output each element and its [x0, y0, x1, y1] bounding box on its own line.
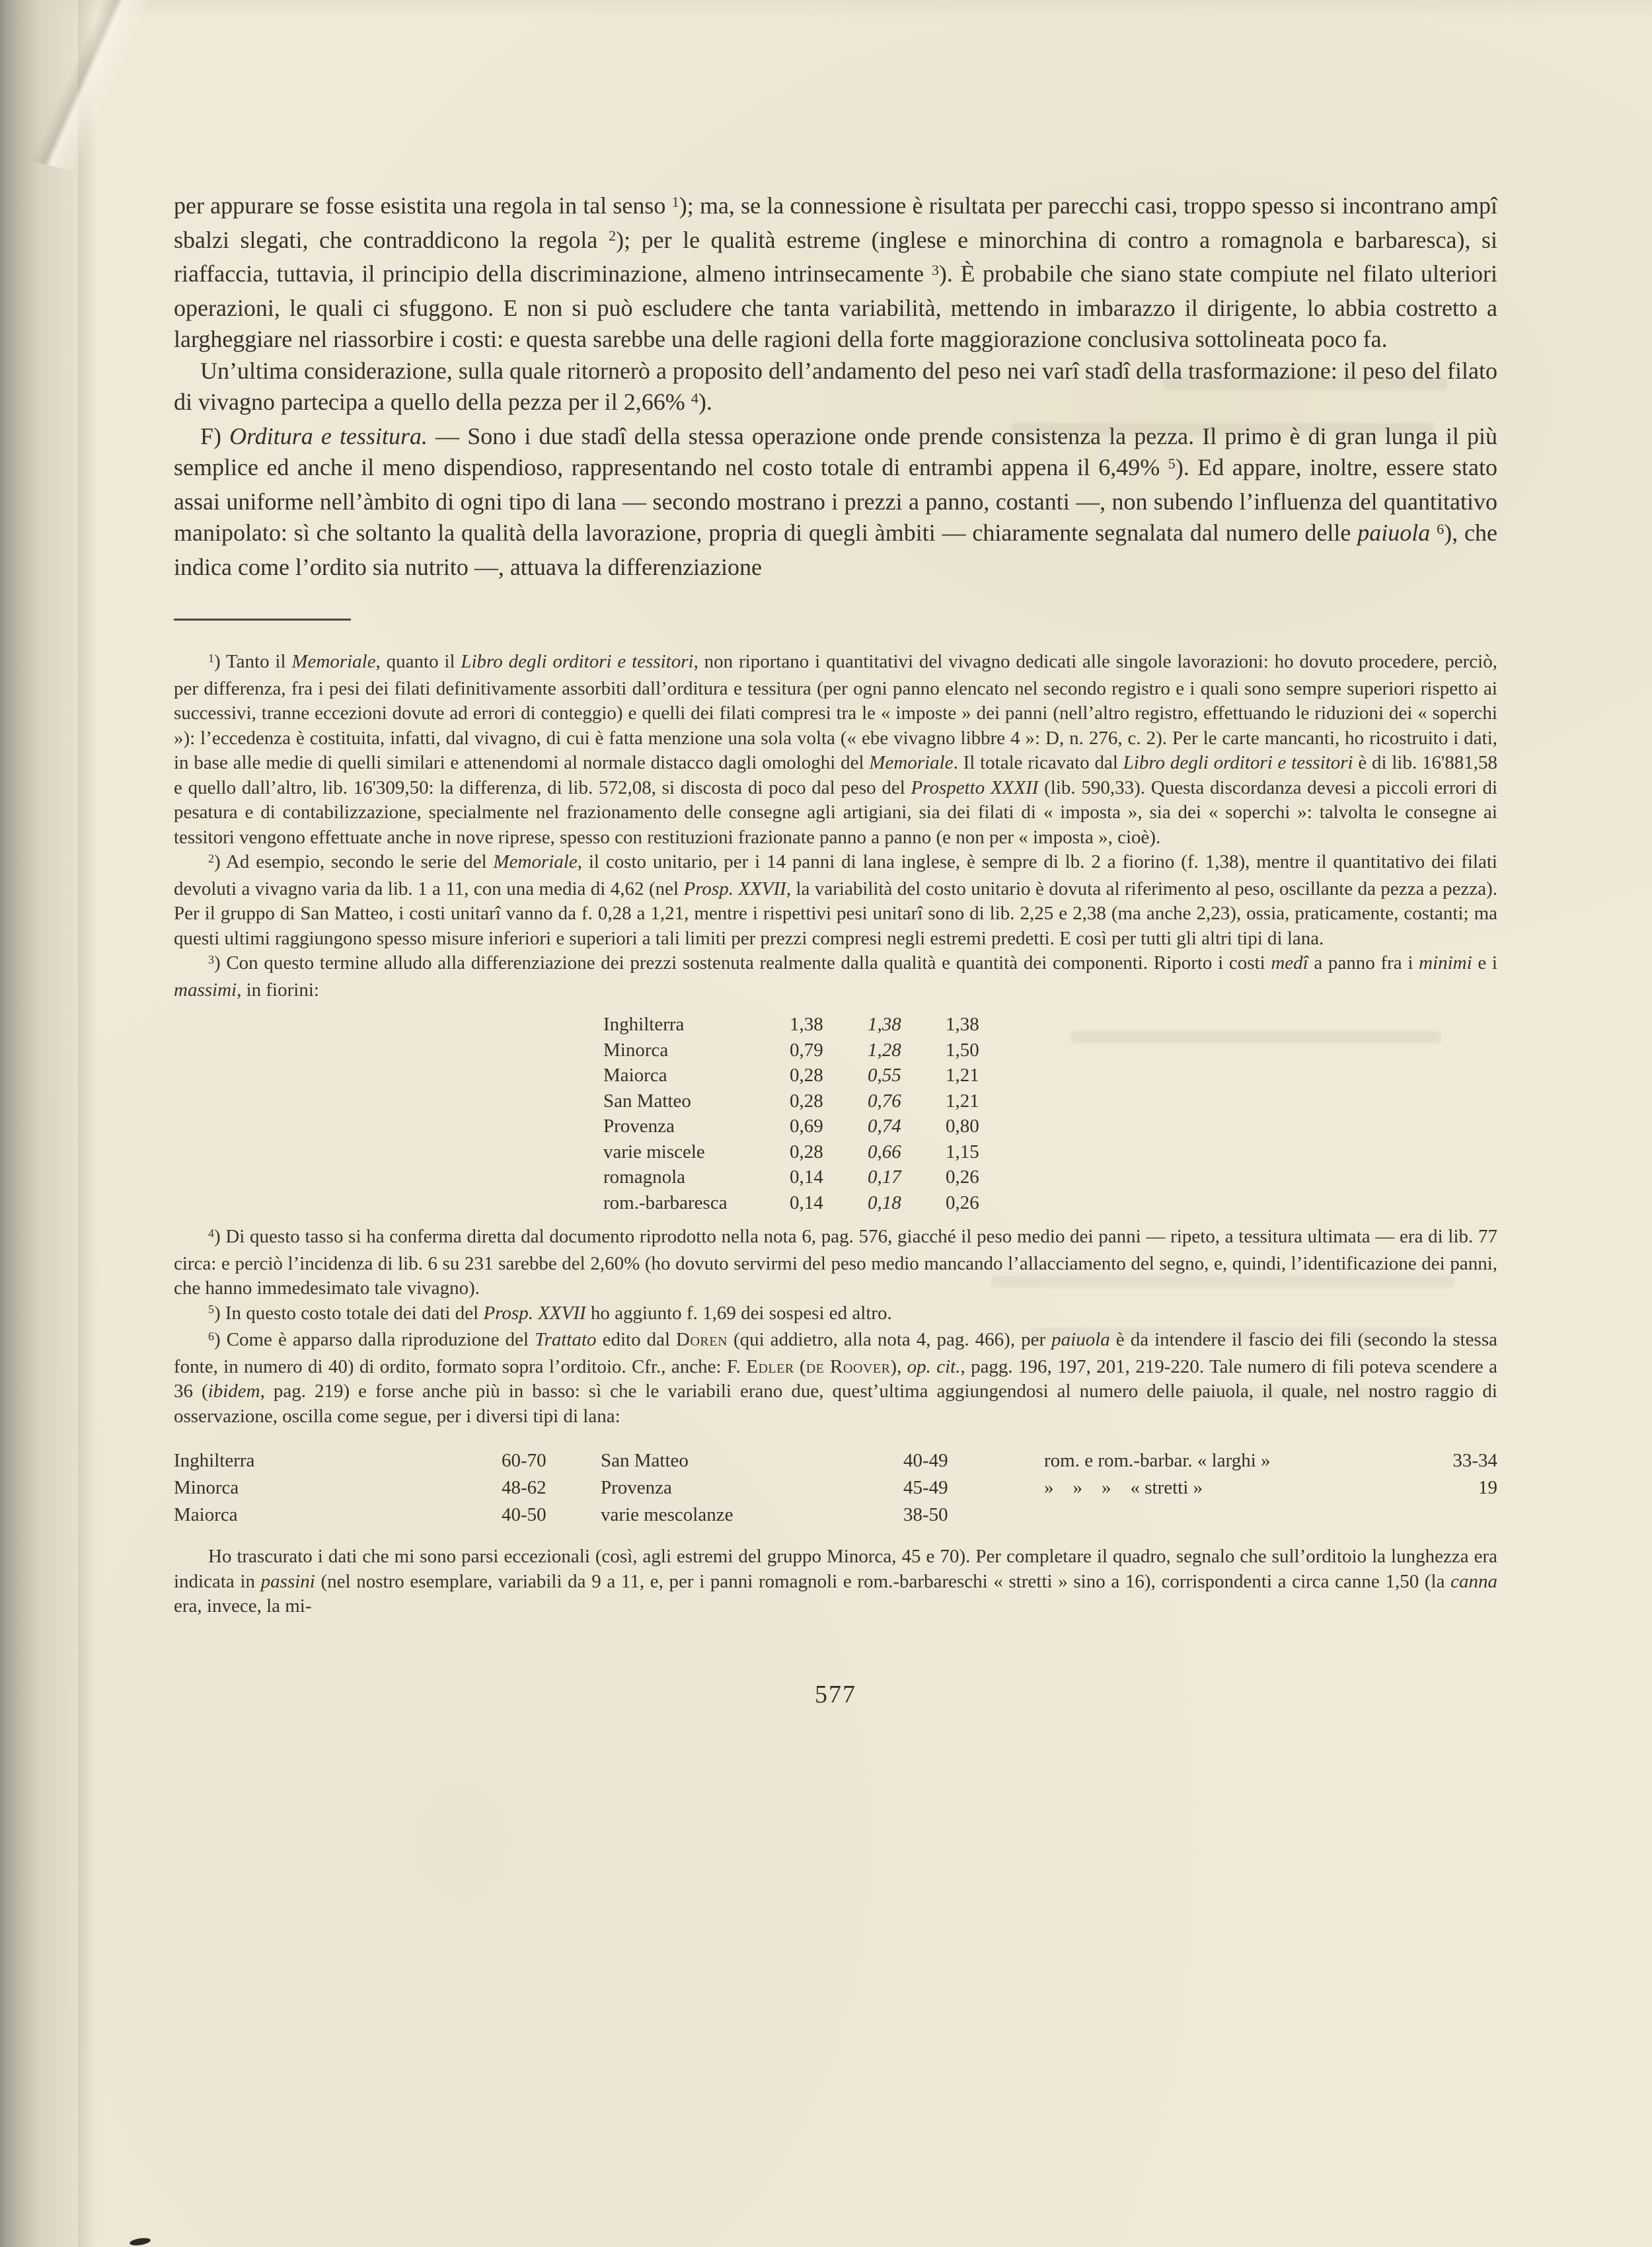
table-row	[603, 1139, 1012, 1165]
text-segment: Libro degli orditori e tessitori	[1123, 752, 1353, 773]
table-row	[603, 1038, 1012, 1063]
text-segment: ) Tanto il	[213, 651, 292, 672]
text-segment: Ho trascurato i dati che mi sono parsi eccezionali (così, agli estremi del gruppo Minorca, 45 e 70). Per completare il quadro, segnalo che sull’orditoio la lunghezza era indicata in	[174, 1546, 1497, 1592]
text-segment: medî	[1271, 952, 1308, 973]
page-number: 577	[815, 1680, 856, 1708]
table-row	[603, 1063, 1012, 1088]
text-segment: passini	[260, 1570, 315, 1592]
table-cell: 0,14	[790, 1166, 823, 1188]
text-segment: (nel nostro esemplare, variabili da 9 a 11, e, per i panni romagnoli e rom.-barbareschi « stretti » sino a 16), corrispondenti a circa canne 1,50 (la	[315, 1570, 1451, 1592]
text-segment: ); per le qualità estreme (inglese e minorchina di contro a romagnola e barbaresca), si riaffaccia, tuttavia, il principio della discriminazione, almeno intrinsecamente	[174, 226, 1497, 287]
text-segment: , pagg. 196, 197, 201, 219-220. Tale numero di fili poteva scendere a 36 (	[174, 1355, 1497, 1402]
footnote-reference: 5	[208, 1303, 214, 1316]
table-cell: 0,76	[868, 1090, 901, 1112]
footnote-4	[174, 1225, 1497, 1301]
text-block	[174, 190, 1497, 1709]
text-segment: . Il totale ricavato dal	[953, 752, 1123, 773]
table-cell: Provenza	[601, 1477, 672, 1498]
text-segment: ). È probabile che siano state compiute nel filato ulteriori operazioni, le quali ci sfuggono. E non si può escludere che tanta variabilità, mettendo in imbarazzo il dirigente, lo abbia costretto a largheggiare nel riassorbire i costi: e questa sarebbe una delle ragioni della forte maggiorazione conclusiva sottolineata poco fa.	[174, 260, 1497, 352]
table-cell: 0,79	[790, 1039, 823, 1061]
footnote-2	[174, 850, 1497, 951]
table-cell: 1,15	[946, 1141, 979, 1162]
table-cell: San Matteo	[603, 1090, 691, 1112]
text-segment: , in fiorini:	[237, 979, 319, 1001]
text-segment: Un’ultima considerazione, sulla quale ritornerò a proposito dell’andamento del peso nei varî stadî della trasformazione: il peso del filato di vivagno partecipa a quello della pezza per il 2,66%	[174, 357, 1497, 415]
text-segment: , quanto il	[375, 651, 461, 672]
footnote-reference: 2	[208, 851, 214, 865]
text-segment: op. cit.	[907, 1355, 961, 1377]
footnote-5	[174, 1301, 1497, 1328]
footnote-reference: 6	[1437, 520, 1445, 537]
text-segment: Orditura e tessitura.	[229, 422, 428, 449]
table-cell: 0,74	[868, 1116, 901, 1137]
footnote-reference: 3	[931, 261, 939, 278]
footnote-reference: 3	[208, 952, 214, 966]
text-segment: , la variabilità del costo unitario è dovuta al riferimento al peso, oscillante da pezza a pezza). Per il gruppo di San Matteo, i costi unitarî vanno da f. 0,28 a 1,21, mentre i rispettivi pesi unitarî sono di lib. 2,25 e 2,38 (ma anche 2,23), ossia, praticamente, costanti; ma questi ultimi raggiungono spesso misure inferiori e superiori a tali limiti per prezzi compresi negli estremi predetti. E così per tutti gli altri tipi di lana.	[174, 878, 1497, 949]
text-segment: (qui addietro, alla nota 4, pag. 466), per	[727, 1329, 1052, 1350]
table-row	[603, 1190, 1012, 1216]
table-cell: 0,69	[790, 1116, 823, 1137]
text-segment: ) Ad esempio, secondo le serie del	[213, 851, 494, 872]
table-cell: Minorca	[174, 1477, 239, 1498]
table-cell: 0,66	[868, 1141, 901, 1162]
table-cell: 0,18	[868, 1192, 901, 1213]
closing-paragraph	[174, 1544, 1497, 1619]
text-segment: ) In questo costo totale dei dati del	[213, 1302, 484, 1324]
text-segment: Edler	[746, 1355, 794, 1377]
table-cell: Maiorca	[603, 1065, 667, 1086]
text-segment: era, invece, la mi-	[174, 1595, 312, 1617]
text-segment: Memoriale	[493, 851, 578, 872]
table-cell: romagnola	[603, 1166, 686, 1188]
table-cell: 1,28	[868, 1039, 901, 1061]
text-segment: , il costo unitario, per i 14 panni di lana inglese, è sempre di lb. 2 a fiorino (f. 1,38), mentre il quantitativo dei filati devoluti a vivagno varia da lib. 1 a 11, con una media di 4,62 (nel	[174, 851, 1497, 899]
footnote-separator-rule	[174, 619, 351, 621]
table-cell	[1405, 1502, 1497, 1529]
text-segment: canna	[1450, 1570, 1497, 1592]
footnote-reference: 4	[691, 389, 698, 406]
table-cell: 60-70	[502, 1450, 546, 1471]
table-cell: varie mescolanze	[601, 1504, 733, 1525]
table-cell: 0,28	[790, 1141, 823, 1162]
table-cell: Minorca	[603, 1039, 669, 1061]
footnotes-block	[174, 650, 1497, 1619]
table-row	[174, 1474, 1497, 1502]
text-segment: , pag. 219) e forse anche più in basso: sì che le variabili erano due, quest’ultima aggiungendosi al numero delle paiuola, il quale, nel nostro raggio di osservazione, oscilla come segue, per i diversi tipi di lana:	[174, 1381, 1497, 1427]
table-cell: 0,14	[790, 1192, 823, 1213]
text-segment: F)	[200, 422, 230, 449]
table-cell: 0,26	[946, 1192, 979, 1213]
table-cell: 1,38	[790, 1014, 823, 1035]
table-cell: Inghilterra	[603, 1014, 685, 1035]
table-row	[174, 1502, 1497, 1529]
table-cell: 0,28	[790, 1065, 823, 1086]
table-cell	[1044, 1502, 1405, 1529]
text-segment: ); ma, se la connessione è risultata per parecchi casi, troppo spesso si incontrano ampî sbalzi slegati, che contraddicono la regola	[174, 192, 1497, 253]
text-segment: massimi	[174, 979, 237, 1001]
text-segment: è di lib. 16'881,58 e quello dall’altro, lib. 16'309,50: la differenza, di lib. 572,08, si discosta di poco dal peso del	[174, 752, 1497, 798]
cost-per-cloth-table	[603, 1012, 1012, 1215]
table-cell: Maiorca	[174, 1504, 238, 1525]
text-segment: (	[794, 1355, 806, 1377]
footnote-reference: 1	[208, 651, 214, 665]
table-cell: 38-50	[903, 1504, 948, 1525]
table-cell: 19	[1478, 1477, 1497, 1498]
table-cell: 48-62	[502, 1477, 546, 1498]
table-cell: Provenza	[603, 1116, 675, 1137]
text-segment	[1430, 519, 1437, 546]
table-row	[603, 1114, 1012, 1139]
text-segment: Prosp. XXVII	[683, 878, 786, 899]
table-cell: 40-49	[903, 1450, 948, 1471]
text-segment: , non riportano i quantitativi del vivagno dedicati alle singole lavorazioni: ho dovuto procedere, perciò, per differenza, fra i pesi dei filati definitivamente assorbiti dall’orditura e tessitura (per ogni panno elencato nel secondo registro e i quali sono sempre superiori rispetto ai successivi, tranne eccezioni dovute ad errori di conteggio) e quelli dei filati compresi tra le « imposte » dei panni (nell’altro registro, effettuando le riduzioni dei « soperchi »): l’eccedenza è costituita, infatti, dal vivagno, di cui è fatta menzione una sola volta (« ebe vivagno libbre 4 »: D, n. 276, c. 2). Per le carte mancanti, ho ricostruito i dati, in base alle medie di quelli similari e attenendomi al normale distacco dagli omologhi del	[174, 651, 1497, 773]
text-segment: ) Con questo termine alludo alla differenziazione dei prezzi sostenuta realmente dalla qualità e quantità dei componenti. Riporto i costi	[213, 952, 1271, 973]
table-cell: 0,80	[946, 1116, 979, 1137]
footnote-reference: 5	[1168, 455, 1176, 472]
text-segment: de Roover	[806, 1355, 891, 1377]
table-cell: 1,38	[868, 1014, 901, 1035]
text-segment: ),	[890, 1355, 907, 1377]
text-segment: ) Come è apparso dalla riproduzione del	[213, 1329, 535, 1350]
paiuola-ranges-table	[174, 1447, 1497, 1529]
table-cell: 1,38	[946, 1014, 979, 1035]
page-fold-line	[78, 0, 95, 2247]
text-segment: ). Ed appare, inoltre, essere stato assai uniforme nell’àmbito di ogni tipo di lana — secondo mostrano i prezzi a panno, costanti —, non subendo l’influenza del quantitativo manipolato: sì che soltanto la qualità della lavorazione, propria di quegli àmbiti — chiaramente segnalata dal numero delle	[174, 454, 1498, 546]
scan-speck-artifact	[129, 2237, 151, 2247]
text-segment: Memoriale	[869, 752, 954, 773]
table-cell: 1,21	[946, 1065, 979, 1086]
text-segment: ), che indica come l’ordito sia nutrito —, attuava la differenziazione	[174, 519, 1497, 580]
table-cell: 45-49	[903, 1477, 948, 1498]
table-cell: 0,55	[868, 1065, 901, 1086]
footnote-6	[174, 1328, 1497, 1429]
table-cell: San Matteo	[601, 1450, 689, 1471]
body-paragraph-1	[174, 190, 1497, 356]
table-row	[174, 1447, 1497, 1474]
table-cell: 0,26	[946, 1166, 979, 1188]
table-cell: 1,21	[946, 1090, 979, 1112]
table-row	[603, 1164, 1012, 1190]
text-segment: Memoriale	[291, 651, 376, 672]
text-segment: è da intendere il fascio dei fili (secondo la stessa fonte, in numero di 40) di ordito, formato sopra l’orditoio. Cfr., anche: F.	[174, 1329, 1497, 1377]
table-cell: rom.-barbaresca	[603, 1192, 728, 1213]
footnote-3	[174, 951, 1497, 1003]
table-cell: » » » « stretti »	[1044, 1477, 1203, 1498]
table-cell: 1,50	[946, 1039, 979, 1061]
body-paragraph-2	[174, 356, 1497, 421]
body-paragraph-3	[174, 421, 1497, 584]
table-cell: varie miscele	[603, 1141, 705, 1162]
table-cell: Inghilterra	[174, 1450, 255, 1471]
text-segment: — Sono i due stadî della stessa operazione onde prende consistenza la pezza. Il primo è di gran lunga il più semplice ed anche il meno dispendioso, rappresentando nel costo totale di entrambi appena il 6,49%	[174, 422, 1497, 480]
text-segment: Prospetto XXXII	[911, 777, 1039, 798]
text-segment: e i	[1472, 952, 1497, 973]
footnote-reference: 4	[208, 1226, 214, 1240]
footnote-reference: 2	[608, 227, 617, 245]
text-segment: ) Di questo tasso si ha conferma diretta dal documento riprodotto nella nota 6, pag. 576, giacché il peso medio dei panni — ripeto, a tessitura ultimata — era di lib. 77 circa: e perciò l’incidenza di lib. 6 su 231 sarebbe del 2,60% (ho dovuto servirmi del peso medio mancando l’allacciamento del segno, e, quindi, l’identificazione dei panni, che hanno immedesimato tale vivagno).	[174, 1226, 1497, 1299]
table-cell: 0,28	[790, 1090, 823, 1112]
text-segment: ibidem	[207, 1381, 260, 1402]
table-cell: 0,17	[868, 1166, 901, 1188]
text-segment: Libro degli orditori e tessitori	[461, 651, 694, 672]
table-cell: rom. e rom.-barbar. « larghi »	[1044, 1450, 1271, 1471]
text-segment: ).	[698, 389, 712, 415]
text-segment: per appurare se fosse esistita una regola in tal senso	[174, 192, 672, 219]
text-segment: a panno fra i	[1308, 952, 1419, 973]
table-row	[603, 1012, 1012, 1038]
text-segment: ho aggiunto f. 1,69 dei sospesi ed altro.	[585, 1302, 892, 1324]
table-row	[603, 1088, 1012, 1114]
text-segment: Doren	[676, 1329, 728, 1350]
table-cell: 33-34	[1452, 1450, 1497, 1471]
text-segment: Prosp. XXVII	[483, 1302, 586, 1324]
text-segment: Trattato	[535, 1329, 597, 1350]
text-segment: paiuola	[1357, 519, 1431, 546]
footnote-1	[174, 650, 1497, 850]
table-cell: 40-50	[502, 1504, 546, 1525]
text-segment: (lib. 590,33). Questa discordanza devesi a piccoli errori di pesatura e di contabilizzazione, specialmente nel frazionamento delle consegne agli artigiani, sia dei filati di « imposta », sia dei « soperchi »: talvolta le consegne ai tessitori vengono effettuate anche in nove riprese, spesso con restituzioni frazionate panno a panno (e non per « imposta », cioè).	[174, 777, 1497, 848]
footnote-reference: 6	[208, 1329, 214, 1343]
text-segment: edito dal	[596, 1329, 677, 1350]
text-segment: paiuola	[1051, 1329, 1110, 1350]
footnote-reference: 1	[671, 193, 679, 210]
text-segment: minimi	[1419, 952, 1472, 973]
